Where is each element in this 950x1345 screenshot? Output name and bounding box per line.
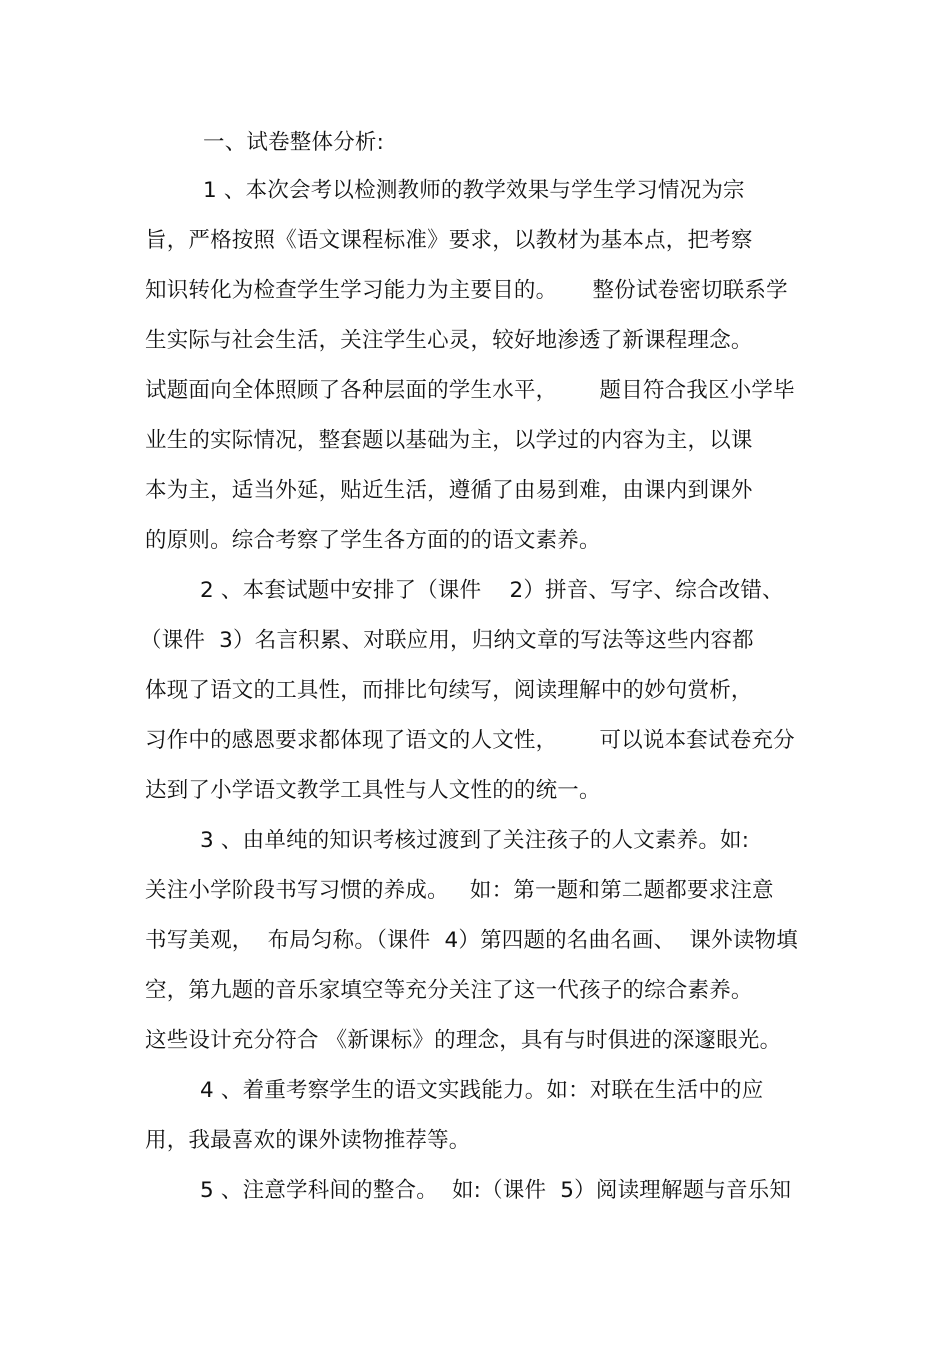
- paragraph-line: 生实际与社会生活，关注学生心灵，较好地渗透了新课程理念。: [145, 328, 753, 353]
- paragraph-line: 试题面向全体照顾了各种层面的学生水平， 题目符合我区小学毕: [145, 378, 795, 403]
- paragraph-line: 用，我最喜欢的课外读物推荐等。: [145, 1128, 471, 1153]
- paragraph-line: 3 、由单纯的知识考核过渡到了关注孩子的人文素养。如:: [200, 828, 750, 853]
- paragraph-line: （课件 3）名言积累、对联应用，归纳文章的写法等这些内容都: [140, 628, 754, 653]
- paragraph-line: 习作中的感恩要求都体现了语文的人文性， 可以说本套试卷充分: [145, 728, 795, 753]
- paragraph-line: 业生的实际情况，整套题以基础为主，以学过的内容为主，以课: [145, 428, 753, 453]
- paragraph-line: 空，第九题的音乐家填空等充分关注了这一代孩子的综合素养。: [145, 978, 753, 1003]
- paragraph-line: 的原则。综合考察了学生各方面的的语文素养。: [145, 528, 601, 553]
- paragraph-line: 4 、着重考察学生的语文实践能力。如：对联在生活中的应: [200, 1078, 764, 1103]
- paragraph-line: 这些设计充分符合 《新课标》的理念，具有与时俱进的深邃眼光。: [145, 1028, 782, 1053]
- paragraph-line: 达到了小学语文教学工具性与人文性的的统一。: [145, 778, 601, 803]
- paragraph-line: 本为主，适当外延，贴近生活，遵循了由易到难，由课内到课外: [145, 478, 753, 503]
- paragraph-line: 体现了语文的工具性，而排比句续写，阅读理解中的妙句赏析，: [145, 678, 753, 703]
- paragraph-line: 5 、注意学科间的整合。 如:（课件 5）阅读理解题与音乐知: [200, 1178, 792, 1203]
- paragraph-line: 知识转化为检查学生学习能力为主要目的。 整份试卷密切联系学: [145, 278, 788, 303]
- paragraph-line: 2 、本套试题中安排了（课件 2）拼音、写字、综合改错、: [200, 578, 784, 603]
- paragraph-line: 关注小学阶段书写习惯的养成。 如：第一题和第二题都要求注意: [145, 878, 774, 903]
- paragraph-line: 书写美观， 布局匀称。（课件 4）第四题的名曲名画、 课外读物填: [145, 928, 798, 953]
- paragraph-line: 1 、本次会考以检测教师的教学效果与学生学习情况为宗: [203, 178, 745, 203]
- section-heading: 一、试卷整体分析:: [203, 130, 385, 155]
- paragraph-line: 旨，严格按照《语文课程标准》要求，以教材为基本点，把考察: [145, 228, 753, 253]
